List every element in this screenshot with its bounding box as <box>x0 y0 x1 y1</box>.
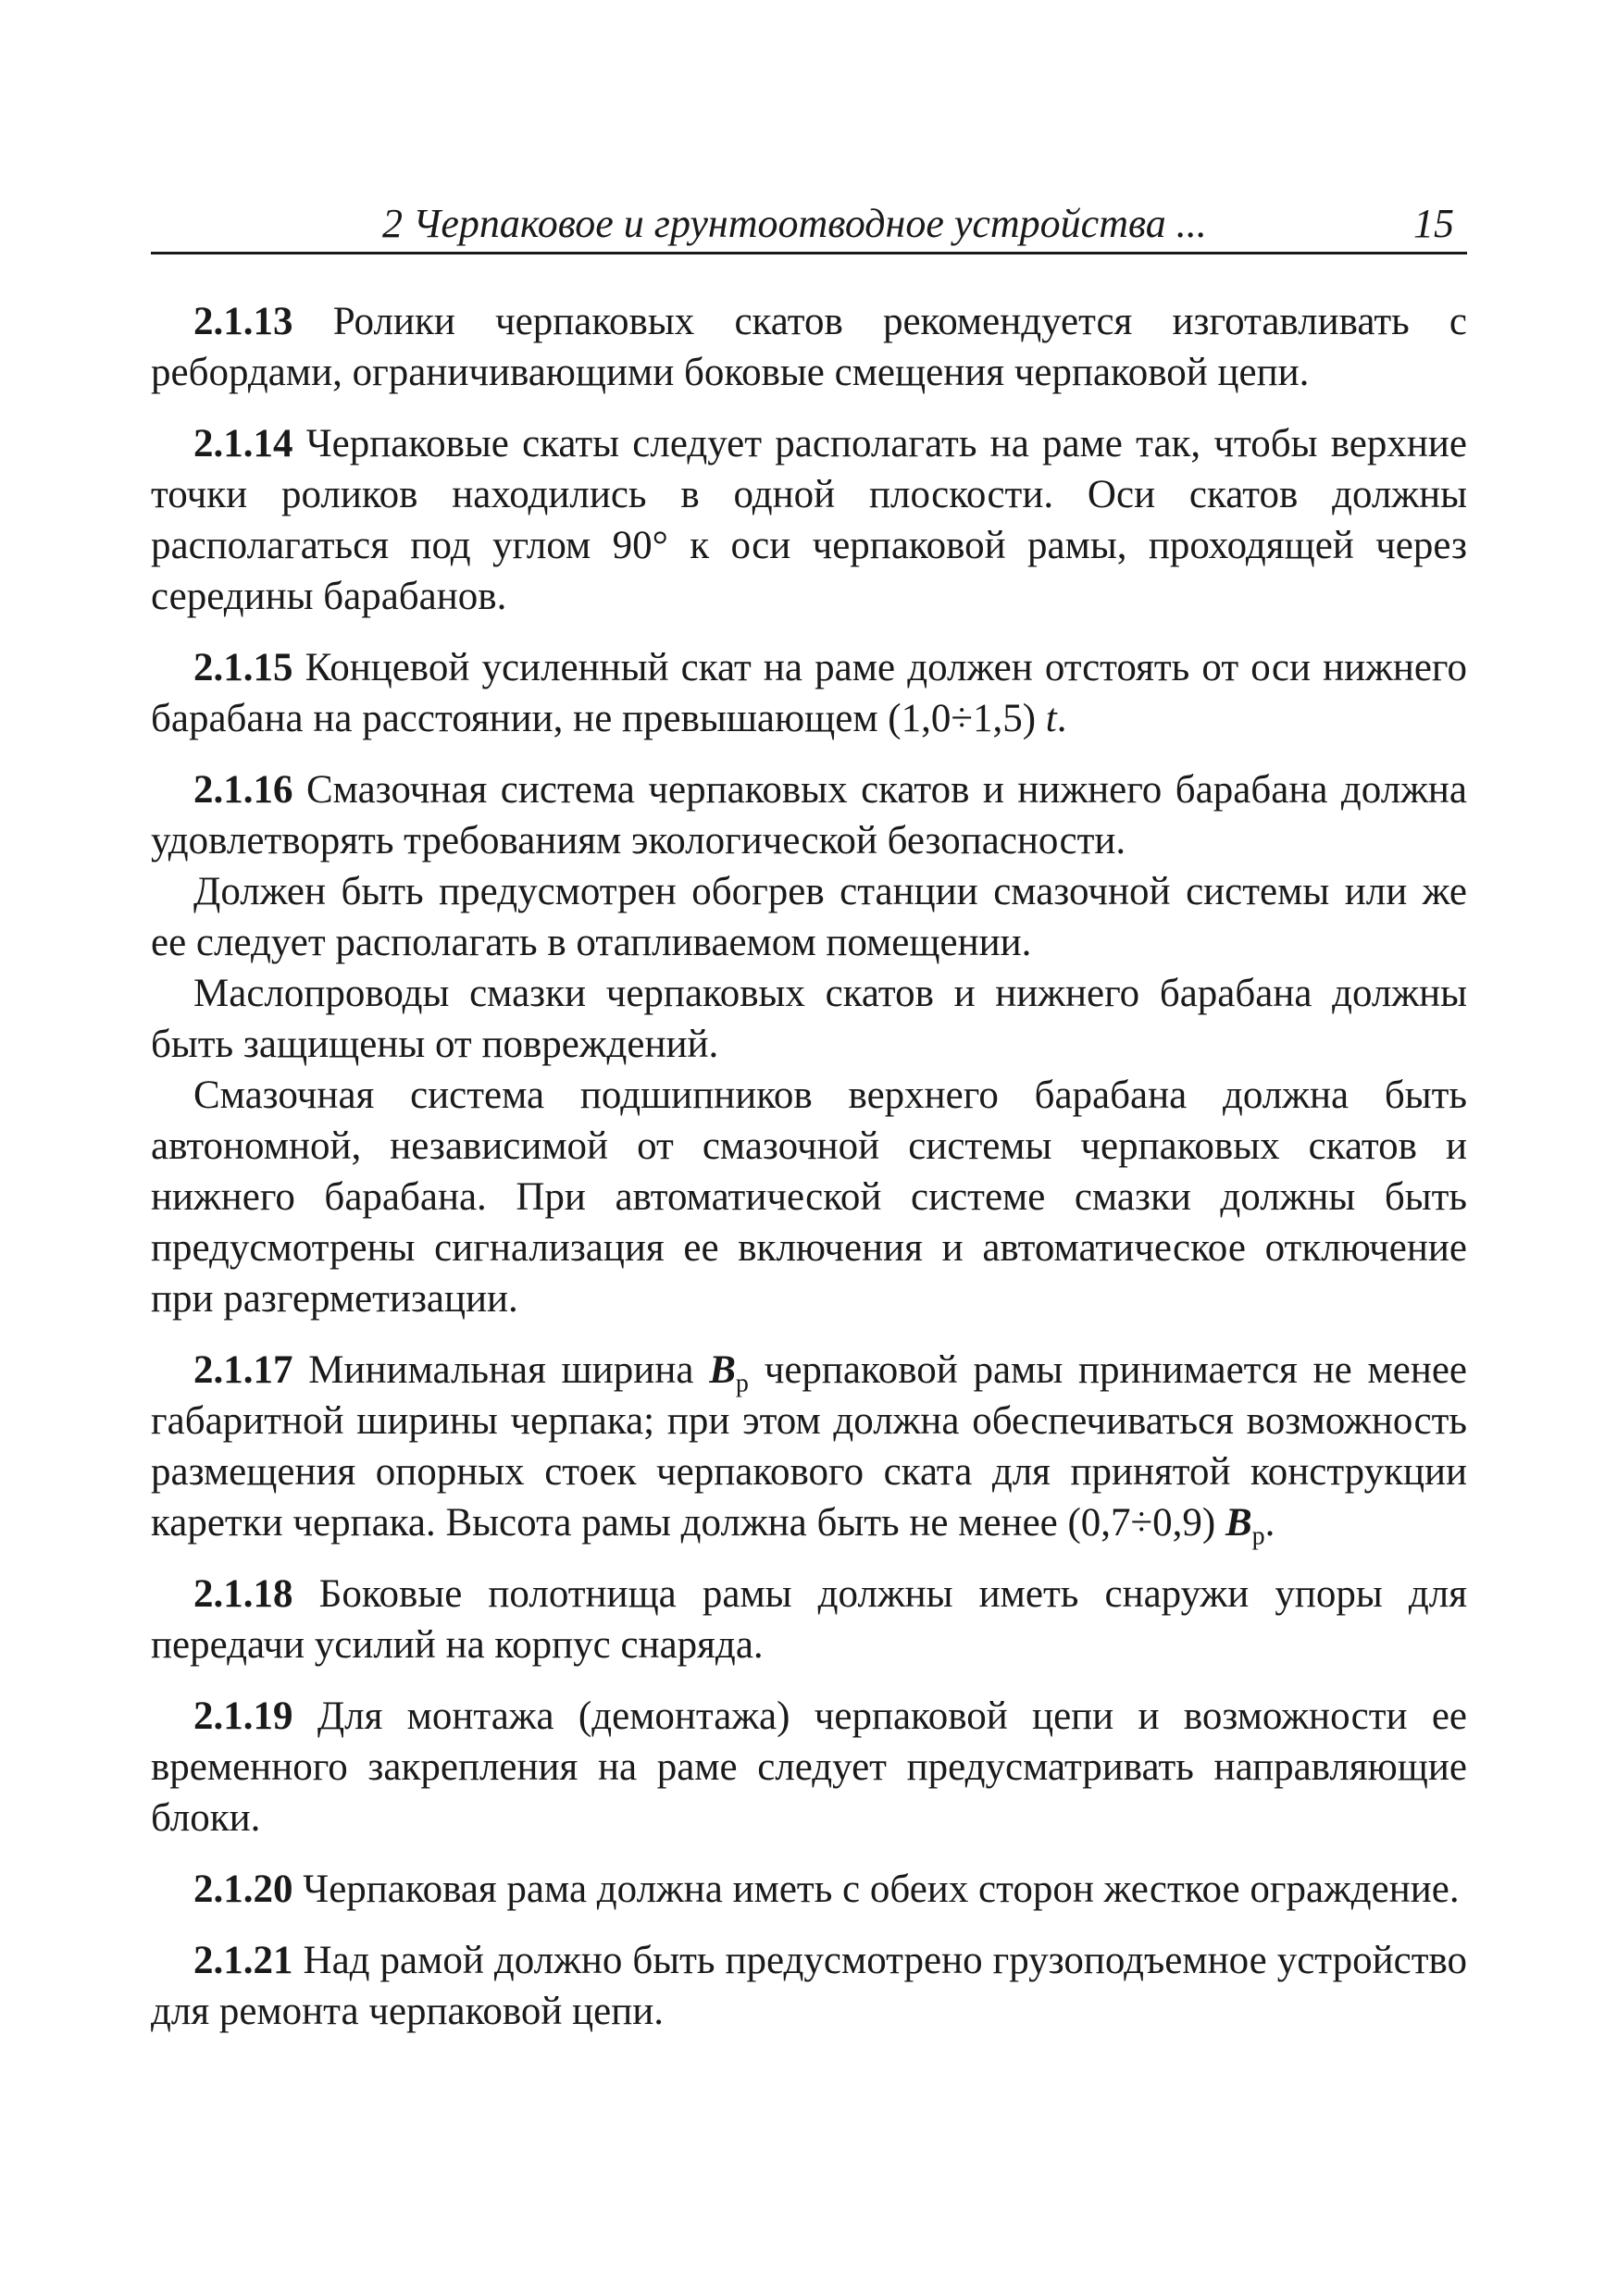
running-header <box>151 194 1467 254</box>
paragraph-text: Черпаковая рама должна иметь с обеих сторон жесткое ограждение. <box>303 1868 1460 1911</box>
paragraph-tail: . <box>1056 697 1067 740</box>
paragraph-tail: . <box>1264 1501 1275 1545</box>
paragraph-2-1-15 <box>151 642 1467 744</box>
section-number: 2.1.21 <box>193 1939 293 1982</box>
paragraph-2-1-13 <box>151 296 1467 398</box>
paragraph-2-1-18 <box>151 1569 1467 1670</box>
paragraph-text: Смазочная система подшипников верхнего барабана должна быть автономной, независимой от смазочной системы черпаковых скатов и нижнего барабана. При автоматической системе смазки должны быть предусмотрены сигнализация ее включения и автоматическое отключение при разгерметизации. <box>151 1074 1467 1321</box>
paragraph-text: Должен быть предусмотрен обогрев станции смазочной системы или же ее следует располагать в отапливаемом помещении. <box>151 870 1467 964</box>
running-title: 2 Черпаковое и грунтоотводное устройства ... <box>382 201 1207 246</box>
section-number: 2.1.18 <box>193 1572 293 1616</box>
paragraph-oil-lines <box>151 968 1467 1070</box>
section-number: 2.1.19 <box>193 1694 293 1738</box>
width-symbol: B <box>709 1348 736 1392</box>
width-symbol: B <box>1225 1501 1252 1545</box>
paragraph-text: Концевой усиленный скат на раме должен отстоять от оси нижнего барабана на расстоянии, не превышающем (1,0÷1,5) <box>151 646 1468 740</box>
paragraph-heating <box>151 866 1467 968</box>
paragraph-2-1-16 <box>151 764 1467 866</box>
paragraph-text: Черпаковые скаты следует располагать на раме так, чтобы верхние точки роликов находились в одной плоскости. Оси скатов должны располагаться под углом 90° к оси черпаковой рамы, проходящей через середины барабанов. <box>151 422 1467 618</box>
paragraph-bearing-lubrication <box>151 1070 1467 1324</box>
section-number: 2.1.20 <box>193 1868 293 1911</box>
section-number: 2.1.13 <box>193 300 293 343</box>
body-text <box>151 296 1467 2037</box>
section-number: 2.1.14 <box>193 422 293 465</box>
paragraph-text: Маслопроводы смазки черпаковых скатов и нижнего барабана должны быть защищены от повреждений. <box>151 972 1467 1066</box>
pitch-symbol: t <box>1045 697 1057 740</box>
paragraph-text-continued: черпаковой рамы принимается не менее габаритной ширины черпака; при этом должна обеспечиваться возможность размещения опорных стоек черпакового ската для принятой конструкции каретки черпака. Высота рамы должна быть не менее (0,7÷0,9) <box>151 1348 1467 1545</box>
paragraph-text: Для монтажа (демонтажа) черпаковой цепи и возможности ее временного закрепления на раме следует предусматривать направляющие блоки. <box>151 1694 1468 1840</box>
paragraph-2-1-17 <box>151 1345 1467 1551</box>
width-subscript: р <box>1251 1521 1265 1551</box>
paragraph-2-1-20 <box>151 1864 1467 1915</box>
width-subscript: р <box>735 1369 749 1398</box>
paragraph-2-1-21 <box>151 1935 1467 2037</box>
paragraph-text: Ролики черпаковых скатов рекомендуется изготавливать с ребордами, ограничивающими боковые смещения черпаковой цепи. <box>151 300 1467 394</box>
section-number: 2.1.17 <box>193 1348 293 1392</box>
paragraph-2-1-19 <box>151 1691 1467 1843</box>
section-number: 2.1.16 <box>193 768 293 812</box>
paragraph-text: Боковые полотнища рамы должны иметь снаружи упоры для передачи усилий на корпус снаряда. <box>151 1572 1468 1667</box>
paragraph-text: Смазочная система черпаковых скатов и нижнего барабана должна удовлетворять требованиям экологической безопасности. <box>151 768 1467 863</box>
section-number: 2.1.15 <box>193 646 293 689</box>
paragraph-2-1-14 <box>151 418 1467 622</box>
paragraph-text: Минимальная ширина <box>308 1348 694 1392</box>
page-number: 15 <box>1413 201 1454 246</box>
paragraph-text: Над рамой должно быть предусмотрено грузоподъемное устройство для ремонта черпаковой цепи. <box>151 1939 1468 2033</box>
